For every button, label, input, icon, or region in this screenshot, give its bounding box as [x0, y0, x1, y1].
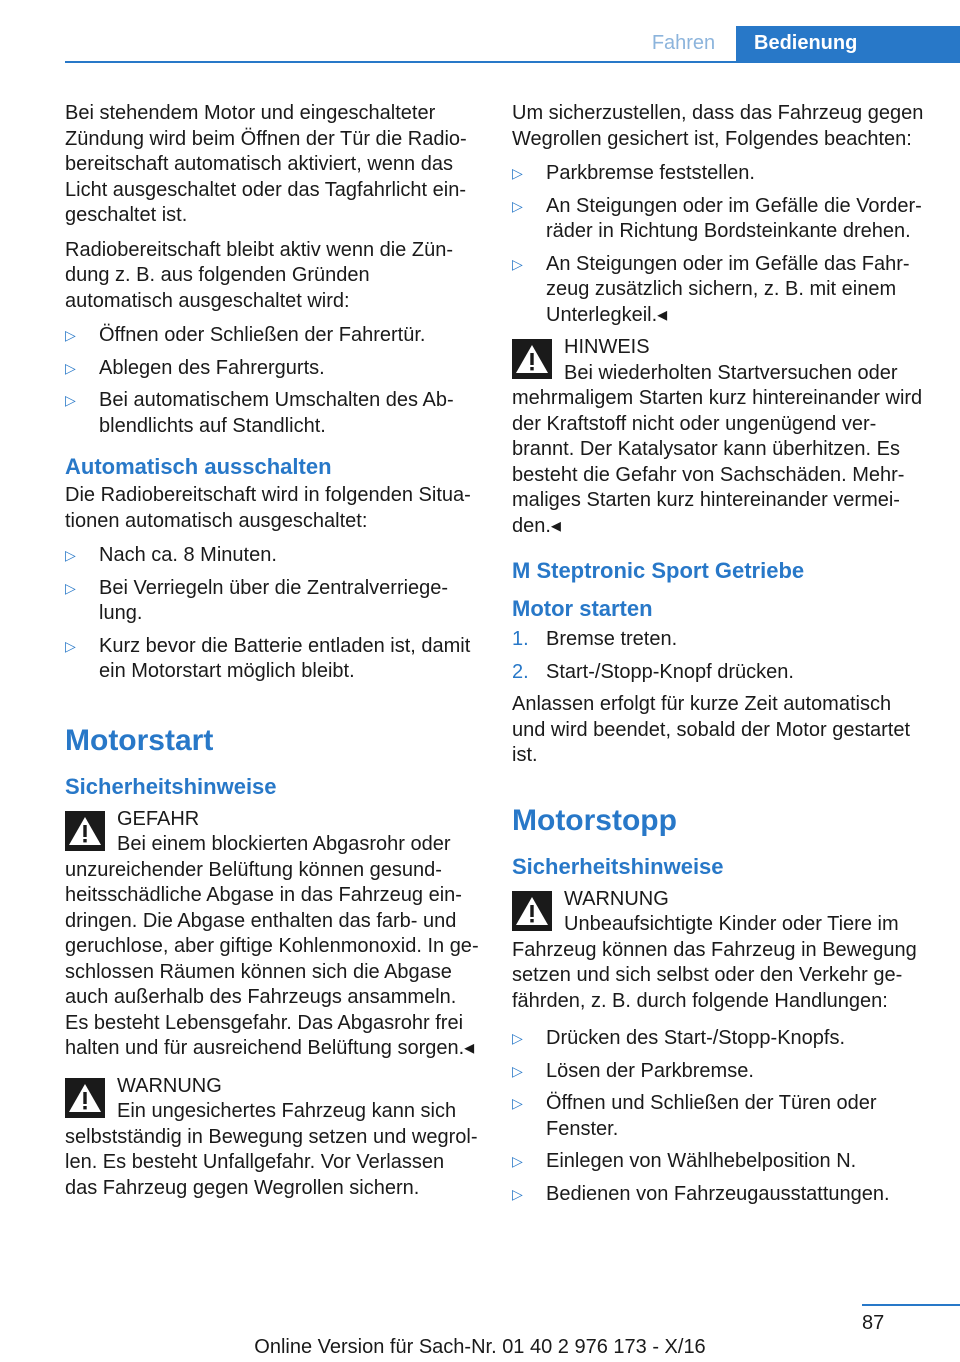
chapter-heading: Motorstopp	[512, 803, 677, 837]
bullet-icon: ▷	[512, 255, 523, 272]
warning-label: WARNUNG	[564, 887, 669, 910]
warning-text: Fahrzeug können das Fahrzeug in Bewegung setzen und sich selbst oder den Verkehr gefährden, z. B. durch folgende Handlungen:	[512, 938, 917, 1012]
list-item: ▷ Ablegen des Fahrergurts.	[65, 356, 481, 382]
list-item: ▷ Einlegen von Wählhebelposition N.	[512, 1149, 928, 1175]
bullet-icon: ▷	[512, 165, 523, 181]
warning-triangle-icon	[512, 339, 552, 379]
list-item: ▷ Öffnen und Schließen der Türen oder Fenster.	[512, 1092, 877, 1140]
list-item: ▷ Bei automatischem Umschalten des Abblendlichts auf Standlicht.	[65, 389, 454, 437]
bullet-icon: ▷	[65, 327, 76, 343]
paragraph: Bei stehendem Motor und eingeschalteter Zündung wird beim Öffnen der Tür die Radiobereitschaft automatisch aktiviert, wenn das Licht ausgeschaltet oder das Tagfahrlicht eingeschaltet ist.	[65, 102, 467, 226]
section-heading: M Steptronic Sport Getriebe	[512, 558, 805, 583]
header-rule	[65, 61, 960, 63]
right-column	[512, 101, 928, 1214]
bullet-icon: ▷	[65, 579, 76, 596]
paragraph: Anlassen erfolgt für kurze Zeit automatisch und wird beendet, sobald der Motor gestartet ist.	[512, 693, 911, 766]
step-number: 2.	[512, 660, 529, 683]
tab-fahren[interactable]: Fahren	[651, 32, 716, 54]
warning-label: WARNUNG	[117, 1074, 222, 1097]
list-item: ▷ Nach ca. 8 Minuten.	[65, 543, 481, 569]
tab-bedienung[interactable]: Bedienung	[736, 26, 960, 63]
list-item: ▷ Drücken des Start-/Stopp-Knopfs.	[512, 1026, 928, 1052]
warning-block	[65, 807, 481, 1062]
list-item: 2. Start-/Stopp-Knopf drücken.	[512, 660, 928, 686]
warning-label: HINWEIS	[564, 336, 650, 358]
section-heading: Sicherheitshinweise	[65, 773, 277, 799]
list-item: ▷ Parkbremse feststellen.	[512, 161, 928, 187]
page-number: 87	[862, 1312, 885, 1334]
warning-label: GEFAHR	[117, 807, 200, 830]
warning-block	[512, 887, 928, 1015]
bullet-icon: ▷	[512, 1030, 523, 1046]
warning-text: unzureichender Belüftung können gesundheitsschädliche Abgase in das Fahrzeug eindringen. Die Abgase enthalten das farb- und geruchlose, aber giftige Kohlenmonoxid. In geschlossen Räumen können sich die Abgase auch außerhalb des Fahrzeugs ansammeln. Es besteht Lebensgefahr. Das Abgasrohr frei halten und für ausreichend Belüftung sorgen.◂	[65, 858, 479, 1059]
bullet-icon: ▷	[65, 547, 76, 563]
section-heading: Motor starten	[512, 596, 653, 621]
bullet-icon: ▷	[512, 1185, 523, 1202]
bullet-icon: ▷	[65, 392, 76, 408]
bullet-icon: ▷	[65, 637, 76, 654]
list-item: ▷ Bei Verriegeln über die Zentralverriegelung.	[65, 576, 449, 624]
warning-text: selbstständig in Bewegung setzen und wegrollen. Es besteht Unfallgefahr. Vor Verlassen das Fahrzeug gegen Wegrollen sichern.	[65, 1125, 478, 1199]
list-item: ▷ Bedienen von Fahrzeugausstattungen.	[512, 1182, 928, 1208]
paragraph: Die Radiobereitschaft wird in folgenden Situationen automatisch ausgeschaltet:	[65, 484, 471, 532]
warning-triangle-icon	[65, 811, 105, 851]
warning-triangle-icon	[512, 891, 552, 931]
list-item: ▷ An Steigungen oder im Gefälle die Vorderräder in Richtung Bordsteinkante drehen.	[512, 194, 922, 242]
warning-triangle-icon	[65, 1078, 105, 1118]
list-item: ▷ Öffnen oder Schließen der Fahrertür.	[65, 323, 481, 349]
footer-text: Online Version für Sach-Nr. 01 40 2 976 173 - X/16	[254, 1336, 706, 1358]
bullet-icon: ▷	[65, 359, 76, 376]
step-number: 1.	[512, 628, 529, 650]
left-column	[65, 101, 481, 1213]
warning-text: Bei wiederholten Startversuchen oder	[564, 361, 898, 384]
paragraph: Radiobereitschaft bleibt aktiv wenn die Zündung z. B. aus folgenden Gründen automatisch ausgeschaltet wird:	[65, 238, 453, 312]
warning-block	[512, 335, 928, 539]
bullet-icon: ▷	[512, 197, 523, 214]
paragraph: Um sicherzustellen, dass das Fahrzeug gegen Wegrollen gesichert ist, Folgendes beachten:	[512, 102, 924, 150]
section-heading: Automatisch ausschalten	[65, 454, 332, 479]
section-heading: Sicherheitshinweise	[512, 853, 724, 879]
page-number-rule	[862, 1304, 960, 1306]
warning-block	[65, 1074, 481, 1202]
list-item: 1. Bremse treten.	[512, 627, 928, 653]
list-item: ▷ Lösen der Parkbremse.	[512, 1059, 928, 1085]
bullet-icon: ▷	[512, 1062, 523, 1079]
list-item: ▷ Kurz bevor die Batterie entladen ist, damit ein Motorstart möglich bleibt.	[65, 634, 471, 682]
bullet-icon: ▷	[512, 1095, 523, 1111]
warning-text: Bei einem blockierten Abgasrohr oder	[117, 833, 451, 855]
warning-text: Ein ungesichertes Fahrzeug kann sich	[117, 1100, 457, 1122]
bullet-icon: ▷	[512, 1153, 523, 1169]
list-item: ▷ An Steigungen oder im Gefälle das Fahrzeug zusätzlich sichern, z. B. mit einem Unterlegkeil.◂	[512, 252, 910, 326]
warning-text: Unbeaufsichtigte Kinder oder Tiere im	[564, 913, 899, 935]
chapter-heading: Motorstart	[65, 723, 214, 757]
warning-text: mehrmaligem Starten kurz hintereinander wird der Kraftstoff nicht oder ungenügend verbrannt. Der Katalysator kann überhitzen. Es besteht die Gefahr von Sachschäden. Mehrmaliges Starten kurz hintereinander vermeiden.◂	[512, 387, 923, 537]
